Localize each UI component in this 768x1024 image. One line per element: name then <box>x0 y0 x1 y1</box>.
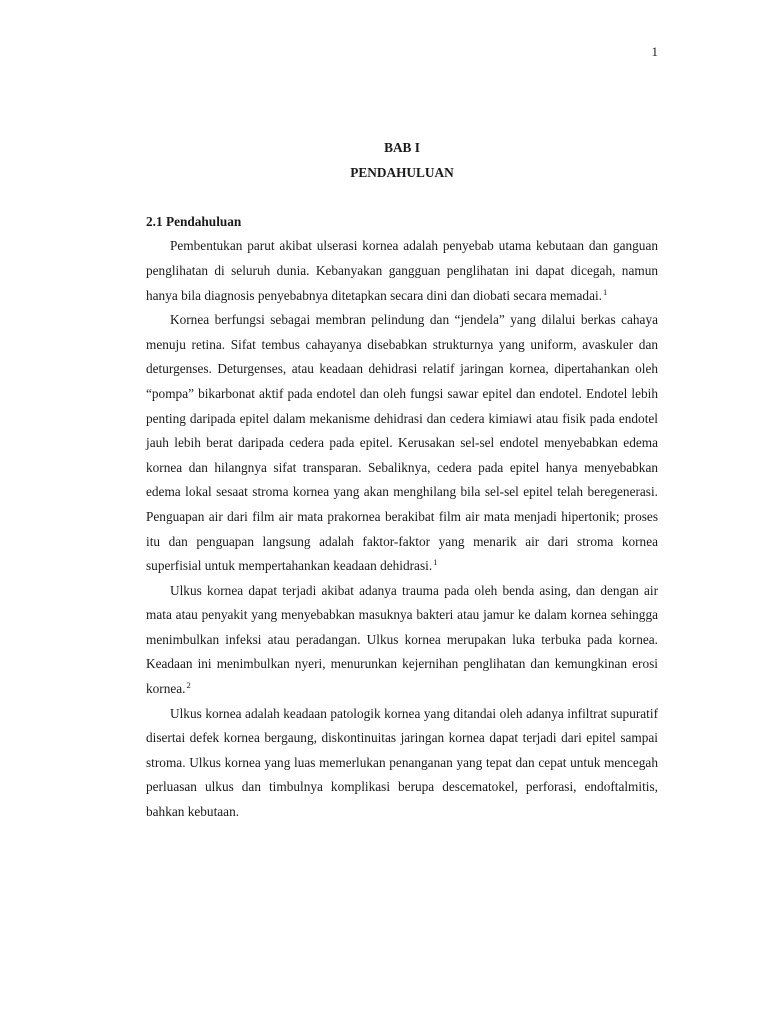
paragraph-text: Kornea berfungsi sebagai membran pelindung dan “jendela” yang dilalui berkas cahaya menuju retina. Sifat tembus cahayanya disebabkan strukturnya yang uniform, avaskuler dan deturgenses. Deturgenses, atau keadaan dehidrasi relatif jaringan kornea, dipertahankan oleh “pompa” bikarbonat aktif pada endotel dan oleh fungsi sawar epitel dan endotel. Endotel lebih penting daripada epitel dalam mekanisme dehidrasi dan cedera kimiawi atau fisik pada endotel jauh lebih berat daripada cedera pada epitel. Kerusakan sel-sel endotel menyebabkan edema kornea dan hilangnya sifat transparan. Sebaliknya, cedera pada epitel hanya menyebabkan edema lokal sesaat stroma kornea yang akan menghilang bila sel-sel epitel telah beregenerasi. Penguapan air dari film air mata prakornea berakibat film air mata menjadi hipertonik; proses itu dan penguapan langsung adalah faktor-faktor yang menarik air dari stroma kornea superfisial untuk mempertahankan keadaan dehidrasi. <box>146 312 658 574</box>
section-heading: 2.1 Pendahuluan <box>146 213 242 229</box>
paragraph-4 <box>146 702 658 825</box>
chapter-number: BAB I <box>384 140 420 155</box>
page-content <box>146 136 658 825</box>
paragraph-text: Pembentukan parut akibat ulserasi kornea adalah penyebab utama kebutaan dan ganguan penglihatan di seluruh dunia. Kebanyakan gangguan penglihatan ini dapat dicegah, namun hanya bila diagnosis penyebabnya ditetapkan secara dini dan diobati secara memadai. <box>146 238 658 303</box>
paragraph-text: Ulkus kornea adalah keadaan patologik kornea yang ditandai oleh adanya infiltrat supuratif disertai defek kornea bergaung, diskontinuitas jaringan kornea dapat terjadi dari epitel sampai stroma. Ulkus kornea yang luas memerlukan penanganan yang tepat dan cepat untuk mencegah perluasan ulkus dan timbulnya komplikasi berupa descematokel, perforasi, endoftalmitis, bahkan kebutaan. <box>146 705 658 820</box>
citation-ref: 1 <box>602 286 608 297</box>
chapter-title: PENDAHULUAN <box>350 164 454 180</box>
paragraph-text: Ulkus kornea dapat terjadi akibat adanya trauma pada oleh benda asing, dan dengan air mata atau penyakit yang menyebabkan masuknya bakteri atau jamur ke dalam kornea sehingga menimbulkan infeksi atau peradangan. Ulkus kornea merupakan luka terbuka pada kornea. Keadaan ini menimbulkan nyeri, menurunkan kejernihan penglihatan dan kemungkinan erosi kornea. <box>146 582 658 697</box>
citation-ref: 1 <box>433 557 438 568</box>
paragraph-3 <box>146 579 658 702</box>
page-number: 1 <box>651 44 658 59</box>
citation-ref: 2 <box>186 680 191 691</box>
paragraph-1 <box>146 234 658 308</box>
paragraph-2 <box>146 308 658 579</box>
